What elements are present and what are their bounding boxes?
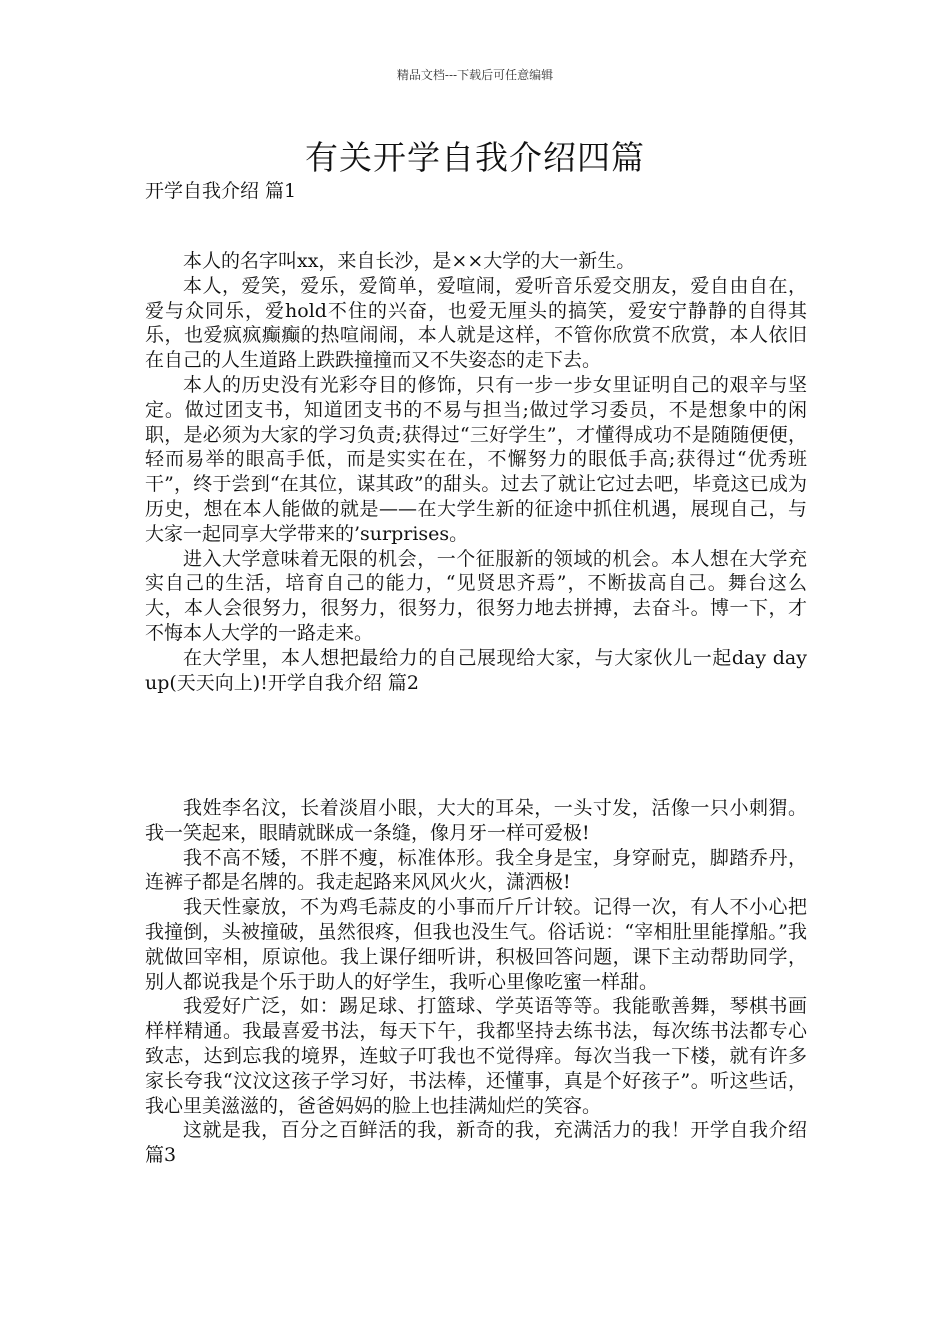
paragraph: 进入大学意味着无限的机会，一个征服新的领域的机会。本人想在大学充实自己的生活，培育自己的能力，“见贤思齐焉”，不断拔高自己。舞台这么大，本人会很努力，很努力，很努力，很努力地去拼搏，去奋斗。博一下，才不悔本人大学的一路走来。 [145, 547, 807, 644]
section-2-body [145, 796, 807, 1168]
paragraph: 这就是我，百分之百鲜活的我，新奇的我，充满活力的我！开学自我介绍 篇3 [145, 1119, 807, 1167]
document-title: 有关开学自我介绍四篇 [305, 138, 645, 177]
section-1-body [145, 249, 807, 695]
paragraph: 在大学里，本人想把最给力的自己展现给大家，与大家伙儿一起day day up(天天向上)!开学自我介绍 篇2 [145, 646, 807, 694]
paragraph: 本人，爱笑，爱乐，爱简单，爱喧闹，爱听音乐爱交朋友，爱自由自在，爱与众同乐，爱hold不住的兴奋，也爱无厘头的搞笑，爱安宁静静的自得其乐，也爱疯疯癫癫的热喧闹闹，本人就是这样，不管你欣赏不欣赏，本人依旧在自己的人生道路上跌跌撞撞而又不失姿态的走下去。 [145, 274, 807, 372]
paragraph: 我爱好广泛，如：踢足球、打篮球、学英语等等。我能歌善舞，琴棋书画样样精通。我最喜爱书法，每天下午，我都坚持去练书法，每次练书法都专心致志，达到忘我的境界，连蚊子叮我也不觉得痒。每次当我一下楼，就有许多家长夸我“汶汶这孩子学习好，书法棒，还懂事，真是个好孩子”。听这些话，我心里美滋滋的，爸爸妈妈的脸上也挂满灿烂的笑容。 [145, 995, 807, 1117]
section-heading-1: 开学自我介绍 篇1 [145, 180, 297, 202]
paragraph: 我姓李名汶，长着淡眉小眼，大大的耳朵，一头寸发，活像一只小刺猬。我一笑起来，眼睛就眯成一条缝，像月牙一样可爱极! [145, 797, 807, 844]
page-header: 精品文档---下载后可任意编辑 [396, 68, 554, 82]
paragraph: 我天性豪放，不为鸡毛蒜皮的小事而斤斤计较。记得一次，有人不小心把我撞倒，头被撞破，虽然很疼，但我也没生气。俗话说：“宰相肚里能撑船。”我就做回宰相，原谅他。我上课仔细听讲，积极回答问题，课下主动帮助同学，别人都说我是个乐于助人的好学生，我听心里像吃蜜一样甜。 [145, 896, 807, 993]
paragraph: 本人的名字叫xx，来自长沙，是××大学的大一新生。 [183, 250, 636, 272]
paragraph: 本人的历史没有光彩夺目的修饰，只有一步一步女里证明自己的艰辛与坚定。做过团支书，知道团支书的不易与担当;做过学习委员，不是想象中的闲职，是必须为大家的学习负责;获得过“三好学生”，才懂得成功不是随随便便，轻而易举的眼高手低，而是实实在在，不懈努力的眼低手高;获得过“优秀班干”，终于尝到“在其位，谋其政”的甜头。过去了就让它过去吧，毕竟这已成为历史，想在本人能做的就是——在大学生新的征途中抓住机遇，展现自己，与大家一起同享大学带来的’surprises。 [145, 373, 807, 545]
paragraph: 我不高不矮，不胖不瘦，标准体形。我全身是宝，身穿耐克，脚踏乔丹，连裤子都是名牌的。我走起路来风风火火，潇洒极! [145, 846, 807, 894]
